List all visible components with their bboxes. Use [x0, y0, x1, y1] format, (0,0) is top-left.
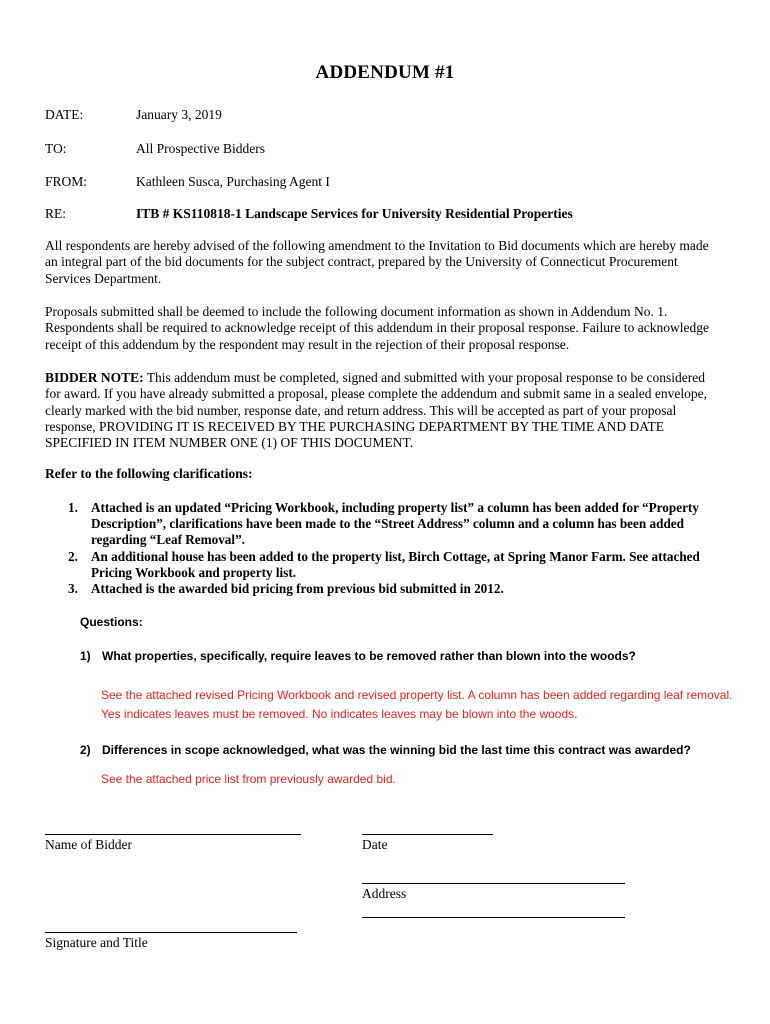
address-label: Address	[362, 886, 407, 901]
question-text: What properties, specifically, require leaves to be removed rather than blown into the woods?	[102, 649, 636, 663]
document-title: ADDENDUM #1	[315, 62, 455, 83]
question-number: 2)	[80, 743, 91, 757]
signature-and-title-label: Signature and Title	[45, 935, 148, 950]
date-value: January 3, 2019	[136, 107, 222, 122]
clarification-number: 1.	[68, 500, 78, 515]
from-value: Kathleen Susca, Purchasing Agent I	[136, 174, 330, 189]
clarifications-heading: Refer to the following clarifications:	[45, 466, 253, 481]
question-row	[80, 649, 636, 663]
address-line-1[interactable]	[362, 883, 625, 884]
date-signature-line[interactable]	[362, 834, 493, 835]
clarification-text: Attached is an updated “Pricing Workbook, including property list” a column has been added for “Property Description”, clarifications have been made to the “Street Address” column and a column has been added regarding “Leaf Removal”.	[91, 500, 699, 548]
question-text: Differences in scope acknowledged, what was the winning bid the last time this contract was awarded?	[102, 743, 691, 757]
clarification-text: An additional house has been added to the property list, Birch Cottage, at Spring Manor Farm. See attached Pricing Workbook and property list.	[91, 548, 700, 580]
answer-text: See the attached price list from previously awarded bid.	[101, 772, 396, 786]
signature-title-line[interactable]	[45, 932, 297, 933]
question-row	[80, 743, 691, 757]
from-label: FROM:	[45, 174, 88, 189]
name-of-bidder-label: Name of Bidder	[45, 837, 132, 852]
question-number: 1)	[80, 649, 91, 663]
name-signature-line[interactable]	[45, 834, 301, 835]
questions-heading: Questions:	[80, 615, 143, 629]
clarification-number: 3.	[68, 581, 78, 597]
re-value: ITB # KS110818-1 Landscape Services for University Residential Properties	[136, 206, 573, 221]
address-line-2[interactable]	[362, 917, 625, 918]
answer-text: See the attached revised Pricing Workbook and revised property list. A column has been added regarding leaf removal. Yes indicates leaves must be removed. No indicates leaves may be blown into the woods.	[101, 688, 733, 721]
clarification-number: 2.	[68, 548, 78, 564]
clarification-item	[45, 581, 715, 597]
proposals-paragraph: Proposals submitted shall be deemed to include the following document information as shown in Addendum No. 1. Respondents shall be required to acknowledge receipt of this addendum in their proposal response. Failure to acknowledge receipt of this addendum by the respondent may result in the rejection of their proposal response.	[45, 304, 709, 352]
bidder-note-label: BIDDER NOTE:	[45, 370, 144, 385]
re-label: RE:	[45, 206, 67, 221]
date-label: DATE:	[45, 107, 84, 122]
clarification-item	[45, 500, 715, 549]
to-label: TO:	[45, 141, 67, 156]
clarification-item	[45, 549, 715, 581]
intro-paragraph: All respondents are hereby advised of the following amendment to the Invitation to Bid documents which are hereby made an integral part of the bid documents for the subject contract, prepared by the University of Connecticut Procurement Services Department.	[45, 238, 709, 286]
bidder-note-text: This addendum must be completed, signed and submitted with your proposal response to be considered for award. If you have already submitted a proposal, please complete the addendum and submit same in a sealed envelope, clearly marked with the bid number, response date, and return address. This will be accepted as part of your proposal response, PROVIDING IT IS RECEIVED BY THE PURCHASING DEPARTMENT BY THE TIME AND DATE SPECIFIED IN ITEM NUMBER ONE (1) OF THIS DOCUMENT.	[45, 370, 708, 451]
clarification-text: Attached is the awarded bid pricing from previous bid submitted in 2012.	[91, 581, 504, 597]
bidder-note-paragraph	[45, 370, 720, 451]
date-field-label: Date	[362, 837, 388, 852]
clarifications-list	[45, 500, 715, 597]
to-value: All Prospective Bidders	[136, 141, 265, 156]
